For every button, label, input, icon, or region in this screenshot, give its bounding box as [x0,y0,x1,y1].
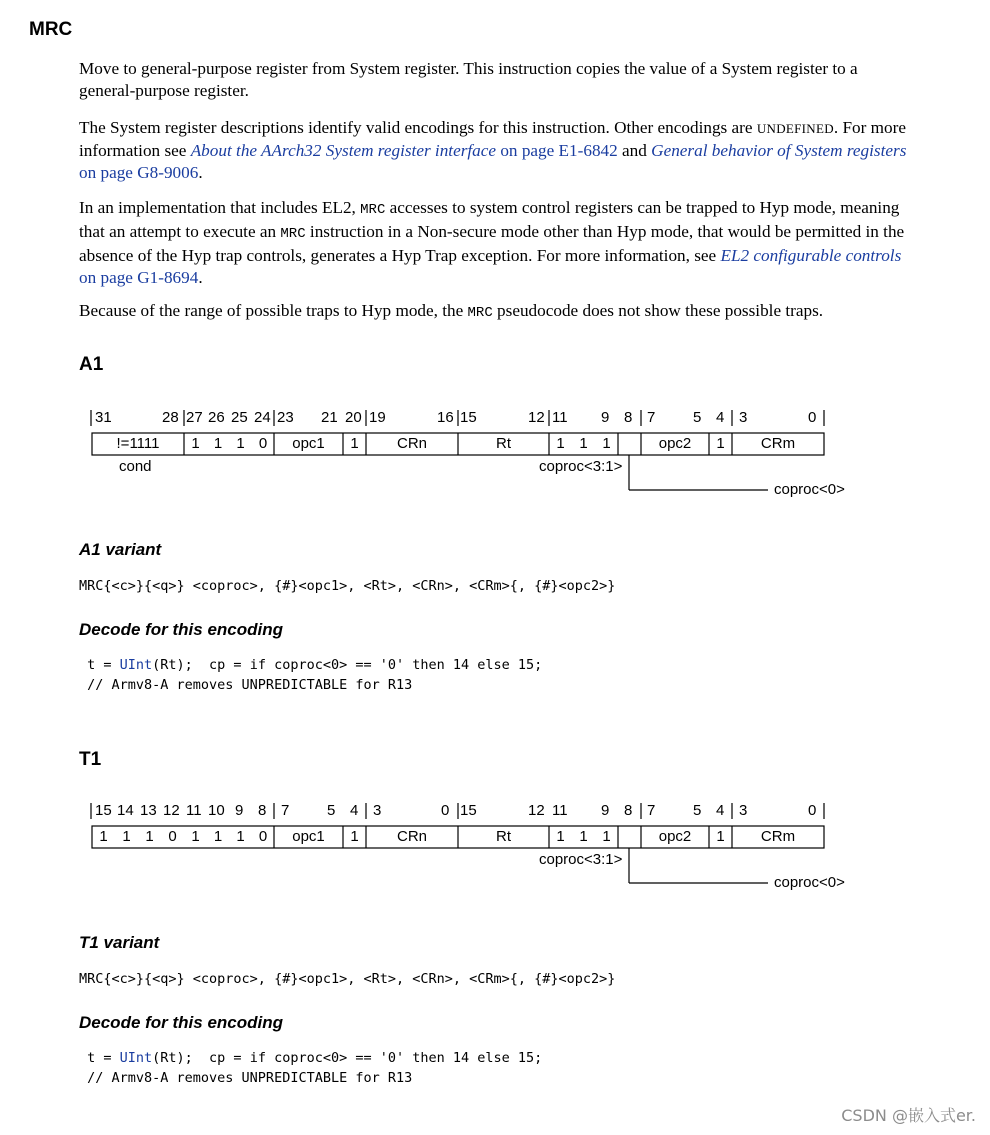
fixed-bit: 1 [602,828,611,845]
bit-label: 31 [95,409,112,426]
encodings-paragraph: The System register descriptions identify valid encodings for this instruction. Other encodings are UNDEFINED. For more information see About the AArch32 System register interface on page E1-6842 and General behavior of System registers on page G8-9006. [79,118,907,182]
fixed-bit: 1 [579,828,588,845]
rt-field: Rt [496,828,511,845]
bit-label: 7 [281,802,290,819]
fixed-bit: 1 [350,828,359,845]
coproc-low-label: coproc<0> [774,481,845,498]
bit-label: 10 [208,802,225,819]
bit-label: 8 [258,802,267,819]
fixed-bit: 1 [602,435,611,452]
t1-variant-heading: T1 variant [79,933,160,952]
fixed-bit: 1 [191,828,200,845]
bit-label: 27 [186,409,203,426]
bit-label: 12 [163,802,180,819]
bit-label: 25 [231,409,248,426]
bit-label: 7 [647,409,656,426]
bit-label: 12 [528,802,545,819]
opc2-field: opc2 [658,435,692,452]
rt-field: Rt [496,435,511,452]
bit-label: 5 [693,802,702,819]
bit-label: 8 [624,409,633,426]
fixed-bit: 1 [99,828,108,845]
bit-label: 11 [186,802,202,819]
bit-label: 8 [624,802,633,819]
t1-heading: T1 [79,749,102,770]
t1-decode-heading: Decode for this encoding [79,1013,284,1032]
fixed-bit: 1 [579,435,588,452]
traps-paragraph: Because of the range of possible traps to Hyp mode, the MRC pseudocode does not show these possible traps. [79,301,824,321]
mrc-code: MRC [280,226,306,242]
bit-label: 14 [117,802,134,819]
crn-field: CRn [396,435,427,452]
bit-label: 15 [460,409,477,426]
fixed-bit: 0 [258,828,268,845]
bit-label: 4 [350,802,359,819]
bit-label: 4 [716,802,725,819]
fixed-bit: 1 [236,828,245,845]
bit-label: 3 [373,802,382,819]
bit-label: 26 [208,409,225,426]
uint-function-link[interactable]: UInt [119,1050,153,1066]
bit-label: 12 [528,409,545,426]
t1-encoding-diagram [0,798,990,898]
fixed-bit: 1 [213,435,223,452]
description-paragraph: Move to general-purpose register from System register. This instruction copies the value of a System register to a general-purpose register. [79,59,858,100]
el2-paragraph: In an implementation that includes EL2, MRC accesses to system control registers can be trapped to Hyp mode, meaning that an attempt to execute an MRC instruction in a Non-secure mode other than Hyp mode, that would be permitted in the absence of the Hyp trap controls, generates a Hyp Trap exception. For more information, see EL2 configurable controls on page G1-8694. [79,198,905,287]
fixed-bit: 1 [145,828,154,845]
mrc-code: MRC [360,202,386,218]
bit-label: 0 [441,802,450,819]
fixed-bit: 1 [556,828,565,845]
bit-label: 11 [552,802,568,819]
bit-label: 5 [327,802,336,819]
fixed-bit: 0 [258,435,268,452]
bit-label: 5 [693,409,702,426]
fixed-bit: 1 [556,435,565,452]
bit-label: 28 [162,409,179,426]
crm-field: CRm [760,828,796,845]
a1-decode-comment: // Armv8-A removes UNPREDICTABLE for R13 [79,677,413,693]
bit-label: 23 [277,409,294,426]
fixed-bit: 1 [191,435,200,452]
bit-label: 4 [716,409,725,426]
bit-label: 9 [601,409,610,426]
undefined-term: UNDEFINED [756,121,834,136]
fixed-bit: 1 [236,435,245,452]
bit-label: 21 [321,409,338,426]
coproc-high-label: coproc<3:1> [539,851,623,868]
bit-label: 3 [739,409,748,426]
watermark: CSDN @嵌入式er. [841,1106,976,1125]
mrc-code: MRC [467,305,493,321]
bit-label: 15 [460,802,477,819]
crn-field: CRn [396,828,427,845]
fixed-bit: 1 [350,435,359,452]
bit-label: 24 [254,409,271,426]
bit-label: 9 [235,802,244,819]
fixed-bit: 1 [716,828,725,845]
page-title: MRC [29,19,73,40]
a1-decode-heading: Decode for this encoding [79,620,284,639]
link-aarch32-interface[interactable]: About the AArch32 System register interface on page E1-6842 [190,141,618,160]
fixed-bit: 1 [122,828,131,845]
bit-label: 7 [647,802,656,819]
t1-syntax: MRC{<c>}{<q>} <coproc>, {#}<opc1>, <Rt>, <CRn>, <CRm>{, {#}<opc2>} [79,971,616,987]
a1-syntax: MRC{<c>}{<q>} <coproc>, {#}<opc1>, <Rt>, <CRn>, <CRm>{, {#}<opc2>} [79,578,616,594]
opc1-field: opc1 [292,828,325,845]
t1-decode-comment: // Armv8-A removes UNPREDICTABLE for R13 [79,1070,413,1086]
bit-label: 13 [140,802,157,819]
coproc-low-label: coproc<0> [774,874,845,891]
opc1-field: opc1 [292,435,325,452]
bit-label: 15 [95,802,112,819]
cond-field: !=1111 [116,435,160,452]
bit-label: 20 [345,409,362,426]
a1-heading: A1 [79,354,104,375]
bit-label: 9 [601,802,610,819]
a1-variant-heading: A1 variant [79,540,162,559]
bit-label: 0 [808,802,817,819]
cond-label: cond [119,458,152,475]
opc2-field: opc2 [658,828,692,845]
crm-field: CRm [760,435,796,452]
bit-label: 11 [552,409,568,426]
link-general-behavior[interactable]: General behavior of System registers on page G8-9006 [79,141,907,182]
a1-decode-line: t = UInt(Rt); cp = if coproc<0> == '0' then 14 else 15; [79,657,543,673]
fixed-bit: 1 [716,435,725,452]
uint-function-link[interactable]: UInt [119,657,153,673]
bit-label: 19 [369,409,386,426]
bit-label: 3 [739,802,748,819]
fixed-bit: 1 [213,828,223,845]
bit-label: 0 [808,409,817,426]
t1-decode-line: t = UInt(Rt); cp = if coproc<0> == '0' then 14 else 15; [79,1050,543,1066]
bit-label: 16 [437,409,454,426]
link-el2-controls[interactable]: EL2 configurable controls on page G1-8694 [79,246,902,287]
a1-encoding-diagram [0,405,990,505]
fixed-bit: 0 [168,828,177,845]
coproc-high-label: coproc<3:1> [539,458,623,475]
